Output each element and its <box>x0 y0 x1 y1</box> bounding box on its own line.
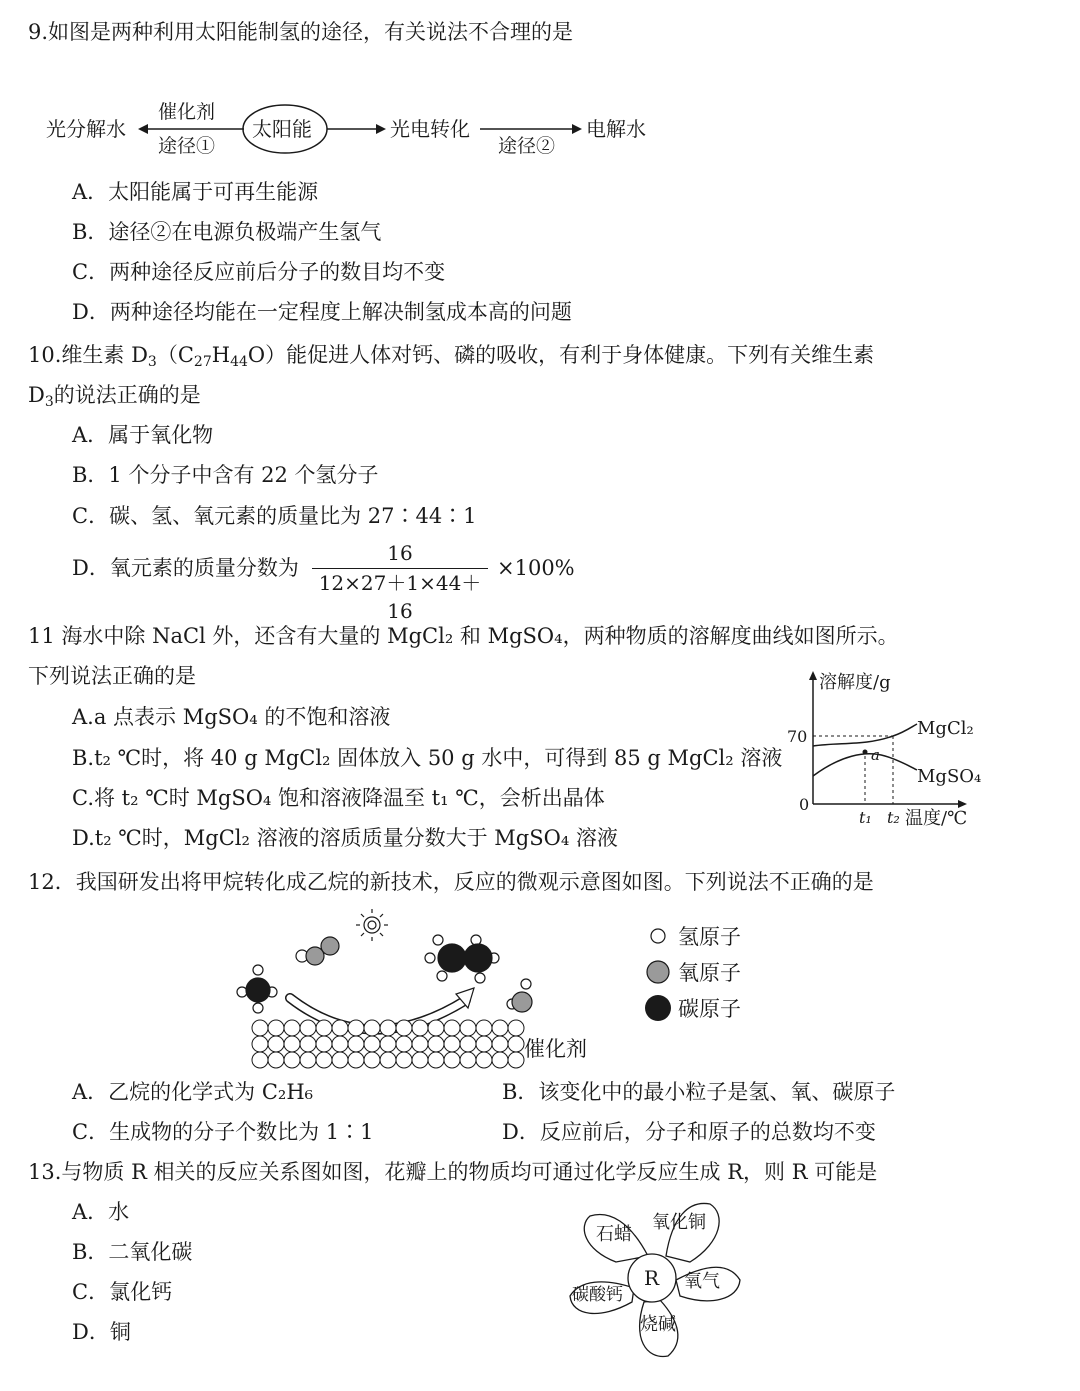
q13-option-a[interactable]: A．水 <box>72 1200 130 1224</box>
q11-option-d[interactable]: D.t₂ ℃时，MgCl₂ 溶液的溶质质量分数大于 MgSO₄ 溶液 <box>72 826 618 850</box>
q13-option-c[interactable]: C．氯化钙 <box>72 1280 173 1304</box>
legend-oxygen: 氧原子 <box>678 961 741 985</box>
q11-option-c[interactable]: C.将 t₂ ℃时 MgSO₄ 饱和溶液降温至 t₁ ℃，会析出晶体 <box>72 786 605 810</box>
q9-center: 太阳能 <box>252 117 312 141</box>
q11-label-mgcl2: MgCl₂ <box>917 718 974 739</box>
q12-catalyst-label: 催化剂 <box>524 1037 587 1061</box>
q11-point-a-label: a <box>871 746 880 764</box>
q9-option-a[interactable]: A．太阳能属于可再生能源 <box>72 180 319 204</box>
sun-icon <box>356 909 388 941</box>
q10-fraction-denominator: 12×27＋1×44＋16 <box>318 571 482 623</box>
q10-option-a[interactable]: A．属于氧化物 <box>72 423 214 447</box>
water-molecule <box>507 979 532 1012</box>
q11-y-tick-70: 70 <box>787 727 808 746</box>
q10-option-d[interactable] <box>72 554 299 582</box>
q11-solubility-chart <box>785 668 985 838</box>
oxygen-atom-icon <box>647 961 669 983</box>
q10-stem-line1: 10.维生素 $D_3(C_{27}H_{44}O)$能促进人体对钙、磷的吸收，有利于身体健康。下列有关维生素 <box>28 343 875 370</box>
q12-option-d[interactable]: D．反应前后，分子和原子的总数均不变 <box>502 1120 876 1144</box>
q11-point-a <box>863 750 868 755</box>
q11-option-a[interactable]: A.a 点表示 MgSO₄ 的不饱和溶液 <box>72 705 391 729</box>
q10-option-d-label: D．氧元素的质量分数为 <box>72 556 299 580</box>
q11-label-mgso4: MgSO₄ <box>917 766 982 787</box>
petal-label-4: 碳酸钙 <box>572 1285 623 1305</box>
catalyst-bed <box>252 1020 524 1068</box>
q12-legend <box>645 925 741 1021</box>
q10-option-c[interactable]: C．碳、氢、氧元素的质量比为 27∶44∶1 <box>72 504 477 528</box>
q10-stem-line2: $D_3$的说法正确的是 <box>28 383 201 410</box>
q12-stem: 12．我国研发出将甲烷转化成乙烷的新技术，反应的微观示意图如图。下列说法不正确的是 <box>28 870 874 894</box>
petal-label-1: 氧化铜 <box>652 1212 706 1233</box>
oxygen-molecule <box>296 937 339 965</box>
methane-molecule <box>237 965 277 1013</box>
flower-center-r: R <box>644 1266 660 1290</box>
carbon-atom-icon <box>645 995 671 1021</box>
q12-option-a[interactable]: A．乙烷的化学式为 C₂H₆ <box>72 1080 314 1104</box>
q9-right-mid: 光电转化 <box>390 117 470 141</box>
q10-option-d-suffix: ×100% <box>497 556 575 580</box>
q11-option-b[interactable]: B.t₂ ℃时，将 40 g MgCl₂ 固体放入 50 g 水中，可得到 85 g MgCl₂ 溶液 <box>72 746 783 770</box>
legend-carbon: 碳原子 <box>678 997 741 1021</box>
petal-label-2: 氧气 <box>684 1271 720 1292</box>
q11-t1: t₁ <box>859 808 872 827</box>
legend-hydrogen: 氢原子 <box>678 925 741 949</box>
q13-stem: 13.与物质 R 相关的反应关系图如图，花瓣上的物质均可通过化学反应生成 R，则 R 可能是 <box>28 1160 878 1184</box>
q12-option-b[interactable]: B．该变化中的最小粒子是氢、氧、碳原子 <box>502 1080 896 1104</box>
q9-left-result: 光分解水 <box>46 117 126 141</box>
q11-curve-mgcl2 <box>813 724 917 746</box>
q13-flower-diagram <box>560 1192 750 1362</box>
q9-right-bottom: 途径② <box>498 135 556 157</box>
q9-option-b[interactable]: B．途径②在电源负极端产生氢气 <box>72 220 382 244</box>
q9-left-bottom: 途径① <box>158 135 216 157</box>
q11-t2: t₂ <box>887 808 900 827</box>
q10-fraction <box>312 540 488 625</box>
q12-option-c[interactable]: C．生成物的分子个数比为 1∶1 <box>72 1120 374 1144</box>
q9-left-top: 催化剂 <box>158 101 216 123</box>
q9-stem: 9.如图是两种利用太阳能制氢的途径，有关说法不合理的是 <box>28 20 574 44</box>
q11-stem-line1: 11 海水中除 NaCl 外，还含有大量的 MgCl₂ 和 MgSO₄，两种物质的溶解度曲线如图所示。 <box>28 624 899 648</box>
ethane-molecule <box>425 935 499 983</box>
q11-stem-line2: 下列说法正确的是 <box>28 664 196 688</box>
q9-diagram <box>40 92 680 168</box>
q13-option-b[interactable]: B．二氧化碳 <box>72 1240 193 1264</box>
petal-label-0: 石蜡 <box>596 1224 632 1245</box>
q11-origin: 0 <box>799 795 810 814</box>
hydrogen-atom-icon <box>651 929 665 943</box>
petal-label-3: 烧碱 <box>640 1314 676 1335</box>
q12-micro-diagram <box>230 900 790 1075</box>
q13-option-d[interactable]: D．铜 <box>72 1320 131 1344</box>
q11-y-label: 溶解度/g <box>819 672 891 693</box>
q10-fraction-numerator: 16 <box>312 540 488 569</box>
q9-option-c[interactable]: C．两种途径反应前后分子的数目均不变 <box>72 260 446 284</box>
q9-right-result: 电解水 <box>586 117 646 141</box>
q9-option-d[interactable]: D．两种途径均能在一定程度上解决制氢成本高的问题 <box>72 300 572 324</box>
q10-option-b[interactable]: B．1 个分子中含有 22 个氢分子 <box>72 463 379 487</box>
q11-x-label: 温度/℃ <box>905 808 968 829</box>
